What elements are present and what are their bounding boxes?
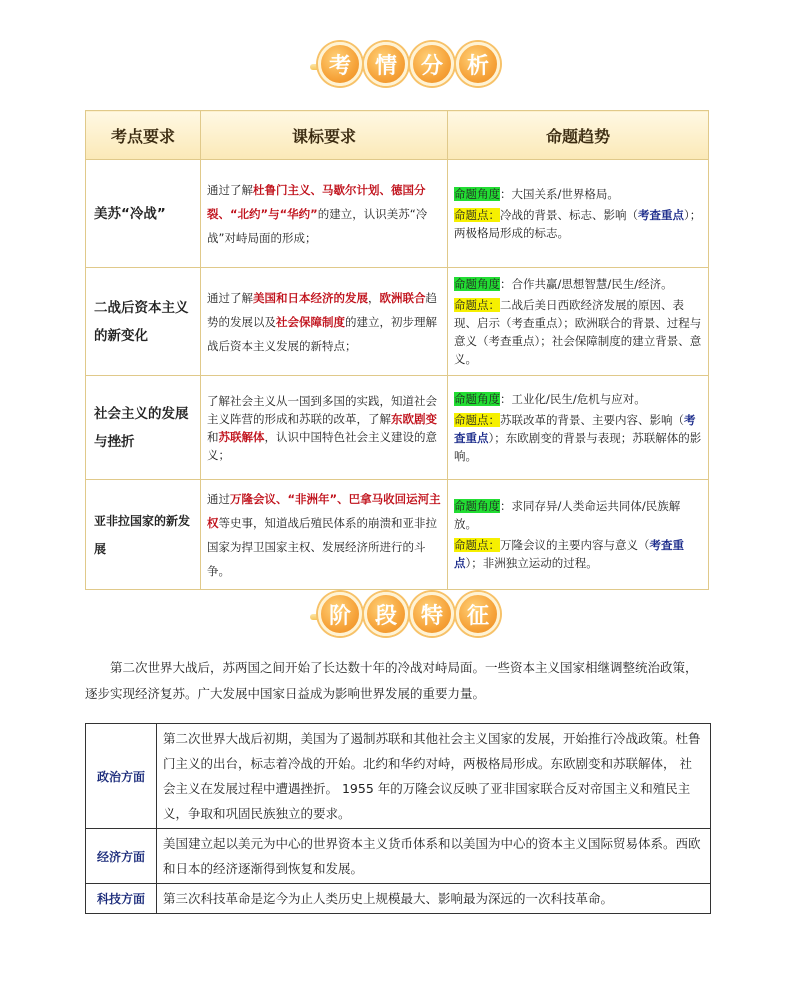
banner-char: 征 xyxy=(456,592,500,636)
angle-line xyxy=(454,275,702,293)
angle-text: ：大国关系/世界格局。 xyxy=(500,187,619,201)
text-segment: 等史事，知道战后殖民体系的崩溃和亚非拉国家为捍卫国家主权、发展经济所进行的斗争。 xyxy=(207,515,437,578)
points-line xyxy=(454,206,702,242)
banner-char: 分 xyxy=(410,42,454,86)
angle-label: 命题角度 xyxy=(454,392,500,406)
text-segment: ）；两极格局形成的标志。 xyxy=(454,208,702,240)
aspect-text: 第二次世界大战后初期，美国为了遏制苏联和其他社会主义国家的发展，开始推行冷战政策。杜鲁门主义的出台，标志着冷战的开始。北约和华约对峙，两极格局形成。东欧剧变和苏联解体， 社会主义在发展过程中遭遇挫折。 1955 年的万隆会议反映了亚非国家联合反对帝国主义和殖民主义，争取和巩固民族独立的要求。 xyxy=(157,724,711,829)
angle-text: ：工业化/民生/危机与应对。 xyxy=(500,392,646,406)
table-row xyxy=(86,829,711,884)
table-row xyxy=(86,480,709,590)
topic-cell: 社会主义的发展与挫折 xyxy=(86,376,201,480)
curriculum-cell xyxy=(201,376,448,480)
points-label: 命题点： xyxy=(454,208,500,222)
banner-char: 考 xyxy=(318,42,362,86)
text-segment: 万隆会议的主要内容与意义（ xyxy=(500,538,650,552)
points-label: 命题点： xyxy=(454,413,500,427)
curriculum-cell xyxy=(201,160,448,268)
topic-cell: 二战后资本主义的新变化 xyxy=(86,268,201,376)
aspect-label: 政治方面 xyxy=(86,724,157,829)
text-segment: 苏联改革的背景、主要内容、影响（ xyxy=(500,413,684,427)
header-topic: 考点要求 xyxy=(86,111,201,160)
section-banner-exam-analysis xyxy=(0,42,794,90)
table-row xyxy=(86,884,711,914)
topic-cell: 亚非拉国家的新发展 xyxy=(86,480,201,590)
text-segment: 和 xyxy=(207,429,219,444)
angle-line xyxy=(454,390,702,408)
points-line xyxy=(454,536,702,572)
banner-char: 特 xyxy=(410,592,454,636)
table-header-row xyxy=(86,111,709,160)
aspect-text: 美国建立起以美元为中心的世界资本主义货币体系和以美国为中心的资本主义国际贸易体系。西欧和日本的经济逐渐得到恢复和发展。 xyxy=(157,829,711,884)
aspect-text: 第三次科技革命是迄今为止人类历史上规模最大、影响最为深远的一次科技革命。 xyxy=(157,884,711,914)
topic-cell: 美苏“冷战” xyxy=(86,160,201,268)
banner-char: 阶 xyxy=(318,592,362,636)
text-segment: 通过了解 xyxy=(207,182,253,197)
points-line xyxy=(454,296,702,368)
key-term: 欧洲联合 xyxy=(379,290,426,305)
angle-label: 命题角度 xyxy=(454,187,500,201)
text-segment: 通过了解 xyxy=(207,290,253,305)
intro-paragraph: 第二次世界大战后，苏两国之间开始了长达数十年的冷战对峙局面。一些资本主义国家相继调整统治政策，逐步实现经济复苏。广大发展中国家日益成为影响世界发展的重要力量。 xyxy=(85,660,698,701)
angle-line xyxy=(454,497,702,533)
key-point-tag: 考查重点 xyxy=(454,538,684,570)
banner-char: 析 xyxy=(456,42,500,86)
angle-line xyxy=(454,185,702,203)
curriculum-cell xyxy=(201,268,448,376)
points-label: 命题点： xyxy=(454,298,500,312)
stage-features-table xyxy=(85,723,711,914)
table-row xyxy=(86,376,709,480)
table-row xyxy=(86,724,711,829)
exam-analysis-table xyxy=(85,110,709,590)
key-term: 万隆会议、“非洲年”、巴拿马收回运河主权 xyxy=(207,491,441,530)
trend-cell xyxy=(448,480,709,590)
angle-text: ：合作共赢/思想智慧/民生/经济。 xyxy=(500,277,673,291)
table-row xyxy=(86,268,709,376)
key-point-tag: 考查重点 xyxy=(454,413,696,445)
aspect-label: 经济方面 xyxy=(86,829,157,884)
text-segment: 的建立，认识美苏“冷战”对峙局面的形成； xyxy=(207,206,428,245)
aspect-label: 科技方面 xyxy=(86,884,157,914)
curriculum-cell xyxy=(201,480,448,590)
text-segment: ）；非洲独立运动的过程。 xyxy=(465,556,598,570)
angle-label: 命题角度 xyxy=(454,277,500,291)
banner-char: 段 xyxy=(364,592,408,636)
key-term: 美国和日本经济的发展 xyxy=(253,290,368,305)
text-segment: ， xyxy=(368,290,380,305)
key-term: 苏联解体 xyxy=(218,429,265,444)
text-segment: 二战后美日西欧经济发展的原因、表现、启示（考查重点）；欧洲联合的背景、过程与意义（考查重点）；社会保障制度的建立背景、意义。 xyxy=(454,298,702,366)
key-term: 社会保障制度 xyxy=(276,314,345,329)
text-segment: 通过 xyxy=(207,491,230,506)
text-segment: 的建立，初步理解战后资本主义发展的新特点； xyxy=(207,314,437,353)
text-segment: 了解社会主义从一国到多国的实践，知道社会主义阵营的形成和苏联的改革，了解 xyxy=(207,393,437,426)
angle-text: ：求同存异/人类命运共同体/民族解放。 xyxy=(454,499,681,531)
key-term: 杜鲁门主义、马歇尔计划、德国分裂、“北约”与“华约” xyxy=(207,182,426,221)
header-trend: 命题趋势 xyxy=(448,111,709,160)
trend-cell xyxy=(448,268,709,376)
trend-cell xyxy=(448,376,709,480)
key-point-tag: 考查重点 xyxy=(638,208,684,222)
banner-char: 情 xyxy=(364,42,408,86)
points-label: 命题点： xyxy=(454,538,500,552)
points-line xyxy=(454,411,702,465)
section-banner-stage-features xyxy=(0,592,794,640)
text-segment: ）；东欧剧变的背景与表现；苏联解体的影响。 xyxy=(454,431,702,463)
text-segment: 趋势的发展以及 xyxy=(207,290,437,329)
text-segment: ，认识中国特色社会主义建设的意义； xyxy=(207,429,437,462)
key-term: 东欧剧变 xyxy=(391,411,437,426)
text-segment: 冷战的背景、标志、影响（ xyxy=(500,208,638,222)
header-curriculum: 课标要求 xyxy=(201,111,448,160)
table-row xyxy=(86,160,709,268)
angle-label: 命题角度 xyxy=(454,499,500,513)
trend-cell xyxy=(448,160,709,268)
